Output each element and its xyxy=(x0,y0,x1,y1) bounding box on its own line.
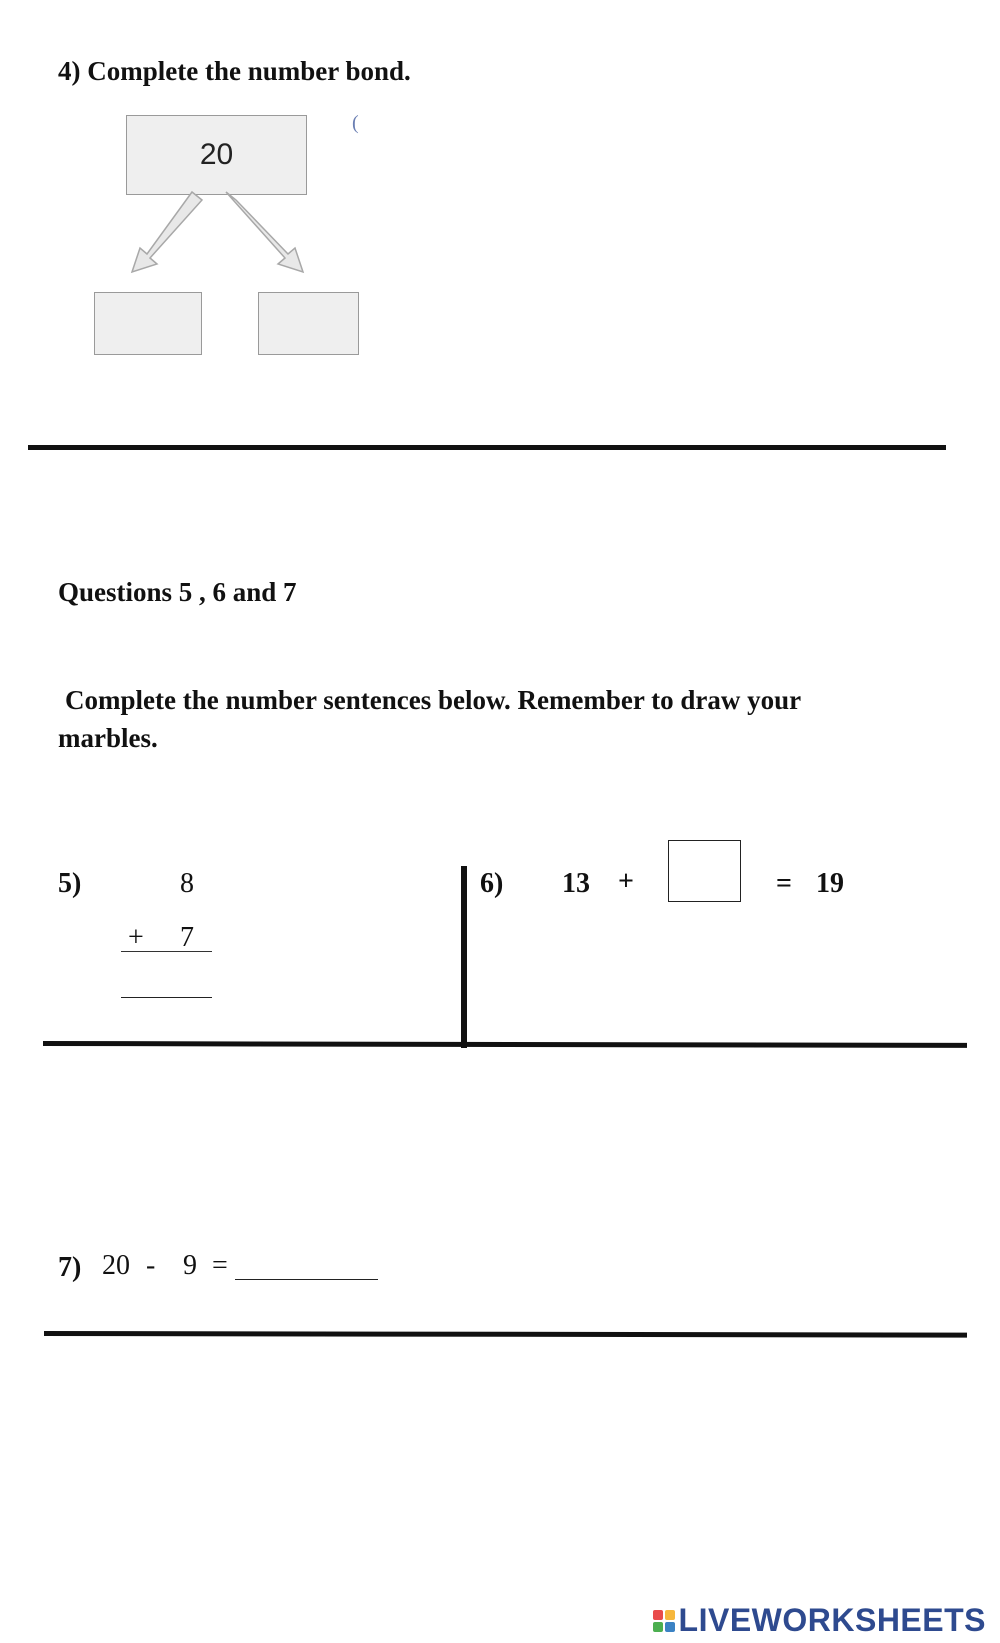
instructions-line-2: marbles. xyxy=(58,723,158,753)
question-6-answer-box[interactable] xyxy=(668,840,741,902)
stray-mark: ( xyxy=(352,112,359,134)
question-5-top-number: 8 xyxy=(180,868,194,899)
question-6-label: 6) xyxy=(480,868,504,899)
question-6-left-number: 13 xyxy=(562,868,590,899)
question-7-equals: = xyxy=(212,1250,228,1281)
question-6-equals: = xyxy=(776,868,792,899)
number-bond-whole-value: 20 xyxy=(199,138,234,171)
logo-text: LIVEWORKSHEETS xyxy=(678,1602,986,1638)
right-arrow-icon xyxy=(226,192,303,272)
question-5-bottom-number: 7 xyxy=(180,922,194,953)
number-bond-part-left[interactable] xyxy=(94,292,202,355)
left-arrow-icon xyxy=(132,192,202,272)
section-divider xyxy=(28,445,946,450)
question-7-divider xyxy=(44,1331,967,1338)
question-7-first-number: 20 xyxy=(102,1250,130,1281)
question-5-6-divider xyxy=(43,1041,967,1048)
question-7-answer-line[interactable] xyxy=(235,1279,378,1280)
number-bond-arrows xyxy=(120,190,320,280)
question-5-answer-line[interactable] xyxy=(121,997,212,998)
instructions-line-1: Complete the number sentences below. Remember to draw your xyxy=(65,685,802,715)
question-5-sum-line xyxy=(121,951,212,952)
question-5-label: 5) xyxy=(58,868,82,899)
question-7-second-number: 9 xyxy=(183,1250,197,1281)
number-bond-whole xyxy=(126,115,307,195)
question-4-title: 4) Complete the number bond. xyxy=(58,56,411,86)
question-6-result: 19 xyxy=(816,868,844,899)
question-5-operator: + xyxy=(128,922,144,953)
question-7-label: 7) xyxy=(58,1252,82,1283)
column-divider xyxy=(461,866,467,1048)
question-7-operator: - xyxy=(146,1250,156,1281)
liveworksheets-logo xyxy=(653,1602,986,1639)
section-heading: Questions 5 , 6 and 7 xyxy=(58,577,297,607)
question-6-operator: + xyxy=(618,866,634,897)
logo-grid-icon xyxy=(653,1610,675,1632)
number-bond-part-right[interactable] xyxy=(258,292,359,355)
